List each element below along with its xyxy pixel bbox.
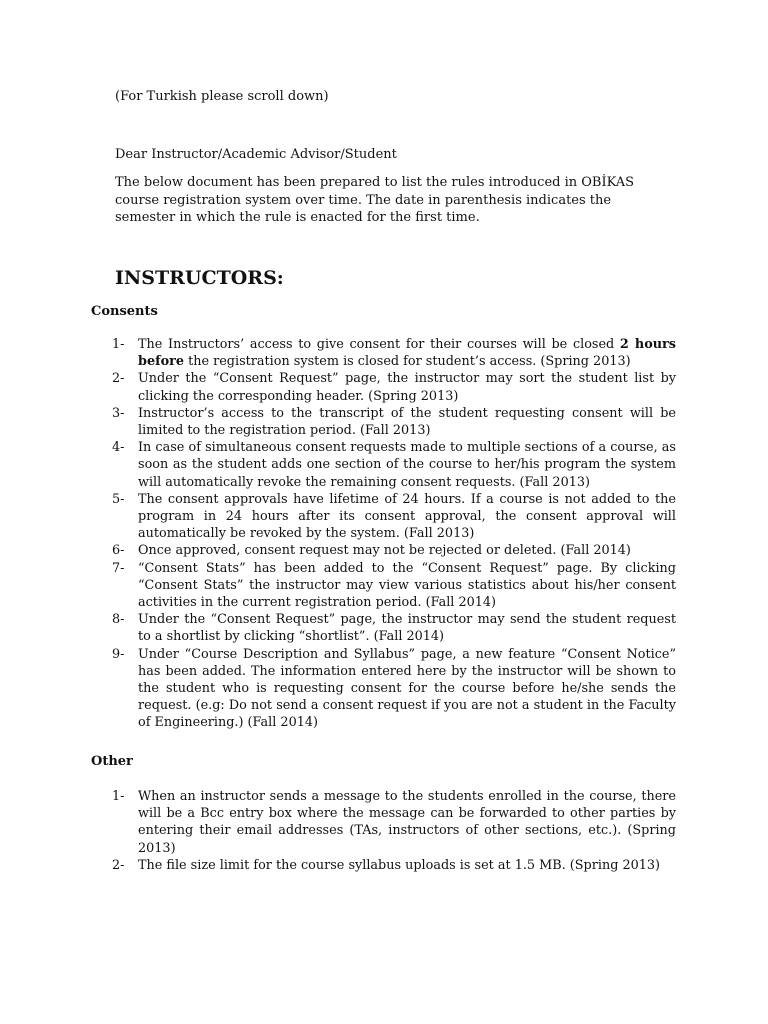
other-list [112,788,676,874]
instructors-heading: INSTRUCTORS: [115,267,284,289]
list-item: 7- “Consent Stats” has been added to the “Consent Request” page. By clicking “Consent Stats” the instructor may view various statistics about his/her consent activities in the current registration period. (Fall 2014) [112,560,676,611]
other-heading: Other [91,754,133,769]
consents-heading: Consents [91,304,158,319]
list-item: 5- The consent approvals have lifetime of 24 hours. If a course is not added to the program in 24 hours after its consent approval, the consent approval will automatically be revoked by the system. (Fall 2013) [112,491,676,542]
list-item: 4- In case of simultaneous consent requests made to multiple sections of a course, as soon as the student adds one section of the course to her/his program the system will automatically revoke the remaining consent requests. (Fall 2013) [112,440,676,490]
list-item: 2- Under the “Consent Request” page, the instructor may sort the student list by clicking the corresponding header. (Spring 2013) [112,371,676,404]
turkish-note: (For Turkish please scroll down) [115,89,329,104]
list-item: 3- Instructor’s access to the transcript of the student requesting consent will be limited to the registration period. (Fall 2013) [112,405,676,439]
intro-paragraph: The below document has been prepared to list the rules introduced in OBİKAS course registration system over time. The date in parenthesis indicates the semester in which the rule is enacted for the first time. [115,175,635,225]
list-item: 2- The file size limit for the course syllabus uploads is set at 1.5 MB. (Spring 2013) [112,857,661,873]
list-item: 1- The Instructors’ access to give consent for their courses will be closed 2 hours before the registration system is closed for student’s access. (Spring 2013) [112,337,676,370]
list-item: 8- Under the “Consent Request” page, the instructor may send the student request to a shortlist by clicking “shortlist”. (Fall 2014) [112,612,676,645]
list-item: 1- When an instructor sends a message to the students enrolled in the course, there will be a Bcc entry box where the message can be forwarded to other parties by entering their email addresses (TAs, instructors of other sections, etc.). (Spring 2013) [112,789,676,856]
greeting: Dear Instructor/Academic Advisor/Student [115,147,397,162]
list-item: 6- Once approved, consent request may not be rejected or deleted. (Fall 2014) [112,543,631,559]
list-item: 9- Under “Course Description and Syllabus” page, a new feature “Consent Notice” has been added. The information entered here by the instructor will be shown to the student who is requesting consent for the course before he/she sends the request. (e.g: Do not send a consent request if you are not a student in the Faculty of Engineering.) (Fall 2014) [112,646,676,731]
consents-list [112,336,676,732]
